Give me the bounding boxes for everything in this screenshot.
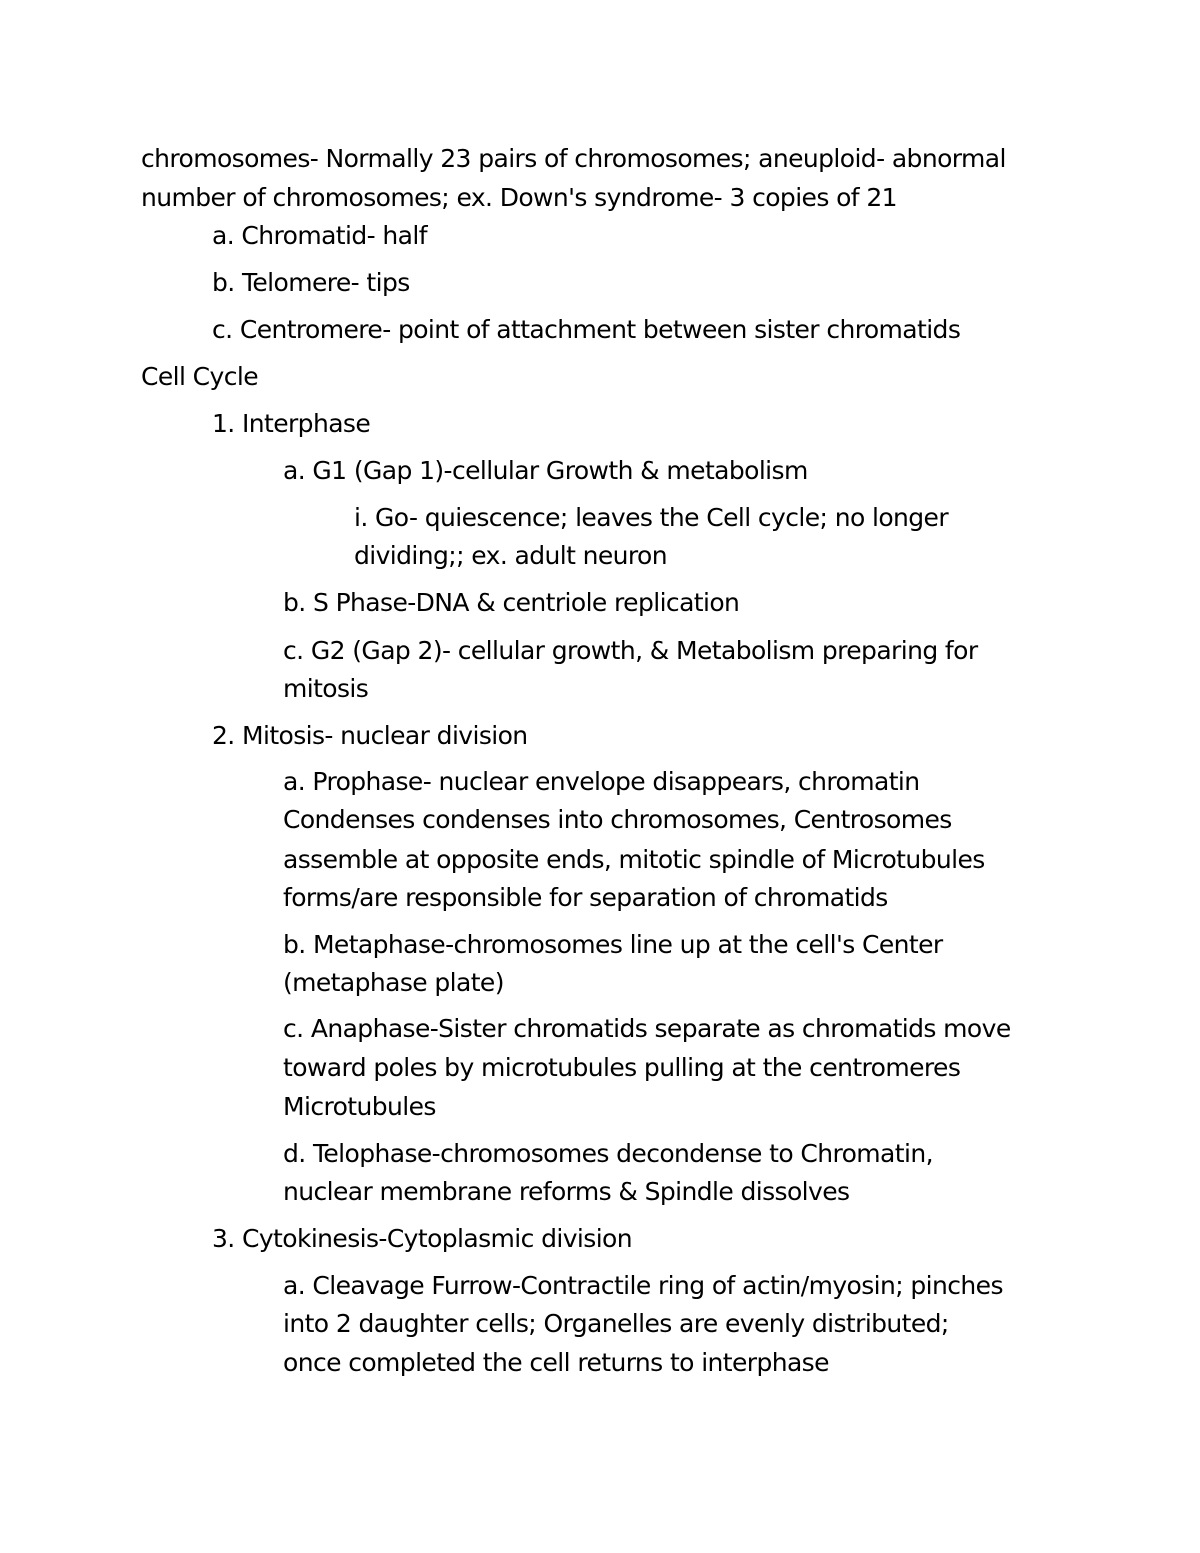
- prophase-line-4: forms/are responsible for separation of chromatids: [283, 883, 888, 912]
- metaphase-line-1: b. Metaphase-chromosomes line up at the cell's Center: [283, 930, 943, 959]
- anaphase-line-1: c. Anaphase-Sister chromatids separate as chromatids move: [283, 1014, 1011, 1043]
- cleavage-line-2: into 2 daughter cells; Organelles are evenly distributed;: [283, 1309, 949, 1338]
- g1-item: a. G1 (Gap 1)-cellular Growth & metabolism: [283, 456, 808, 485]
- g2-item-line-1: c. G2 (Gap 2)- cellular growth, & Metabolism preparing for: [283, 636, 978, 665]
- g0-item-line-2: dividing;; ex. adult neuron: [354, 541, 667, 570]
- anaphase-line-2: toward poles by microtubules pulling at the centromeres: [283, 1053, 961, 1082]
- telophase-line-2: nuclear membrane reforms & Spindle dissolves: [283, 1177, 850, 1206]
- prophase-line-2: Condenses condenses into chromosomes, Centrosomes: [283, 805, 952, 834]
- intro-line-2: number of chromosomes; ex. Down's syndrome- 3 copies of 21: [141, 183, 897, 212]
- metaphase-line-2: (metaphase plate): [283, 968, 504, 997]
- g0-item-line-1: i. Go- quiescence; leaves the Cell cycle; no longer: [354, 503, 948, 532]
- intro-line-1: chromosomes- Normally 23 pairs of chromosomes; aneuploid- abnormal: [141, 144, 1006, 173]
- g2-item-line-2: mitosis: [283, 674, 369, 703]
- prophase-line-1: a. Prophase- nuclear envelope disappears, chromatin: [283, 767, 920, 796]
- telophase-line-1: d. Telophase-chromosomes decondense to Chromatin,: [283, 1139, 933, 1168]
- cleavage-line-3: once completed the cell returns to interphase: [283, 1348, 829, 1377]
- prophase-line-3: assemble at opposite ends, mitotic spindle of Microtubules: [283, 845, 985, 874]
- cleavage-line-1: a. Cleavage Furrow-Contractile ring of actin/myosin; pinches: [283, 1271, 1003, 1300]
- cell-cycle-heading: Cell Cycle: [141, 362, 258, 391]
- chromatid-item: a. Chromatid- half: [212, 221, 427, 250]
- telomere-item: b. Telomere- tips: [212, 268, 410, 297]
- centromere-item: c. Centromere- point of attachment between sister chromatids: [212, 315, 961, 344]
- anaphase-line-3: Microtubules: [283, 1092, 436, 1121]
- mitosis-title: 2. Mitosis- nuclear division: [212, 721, 528, 750]
- interphase-title: 1. Interphase: [212, 409, 371, 438]
- cytokinesis-title: 3. Cytokinesis-Cytoplasmic division: [212, 1224, 632, 1253]
- s-phase-item: b. S Phase-DNA & centriole replication: [283, 588, 740, 617]
